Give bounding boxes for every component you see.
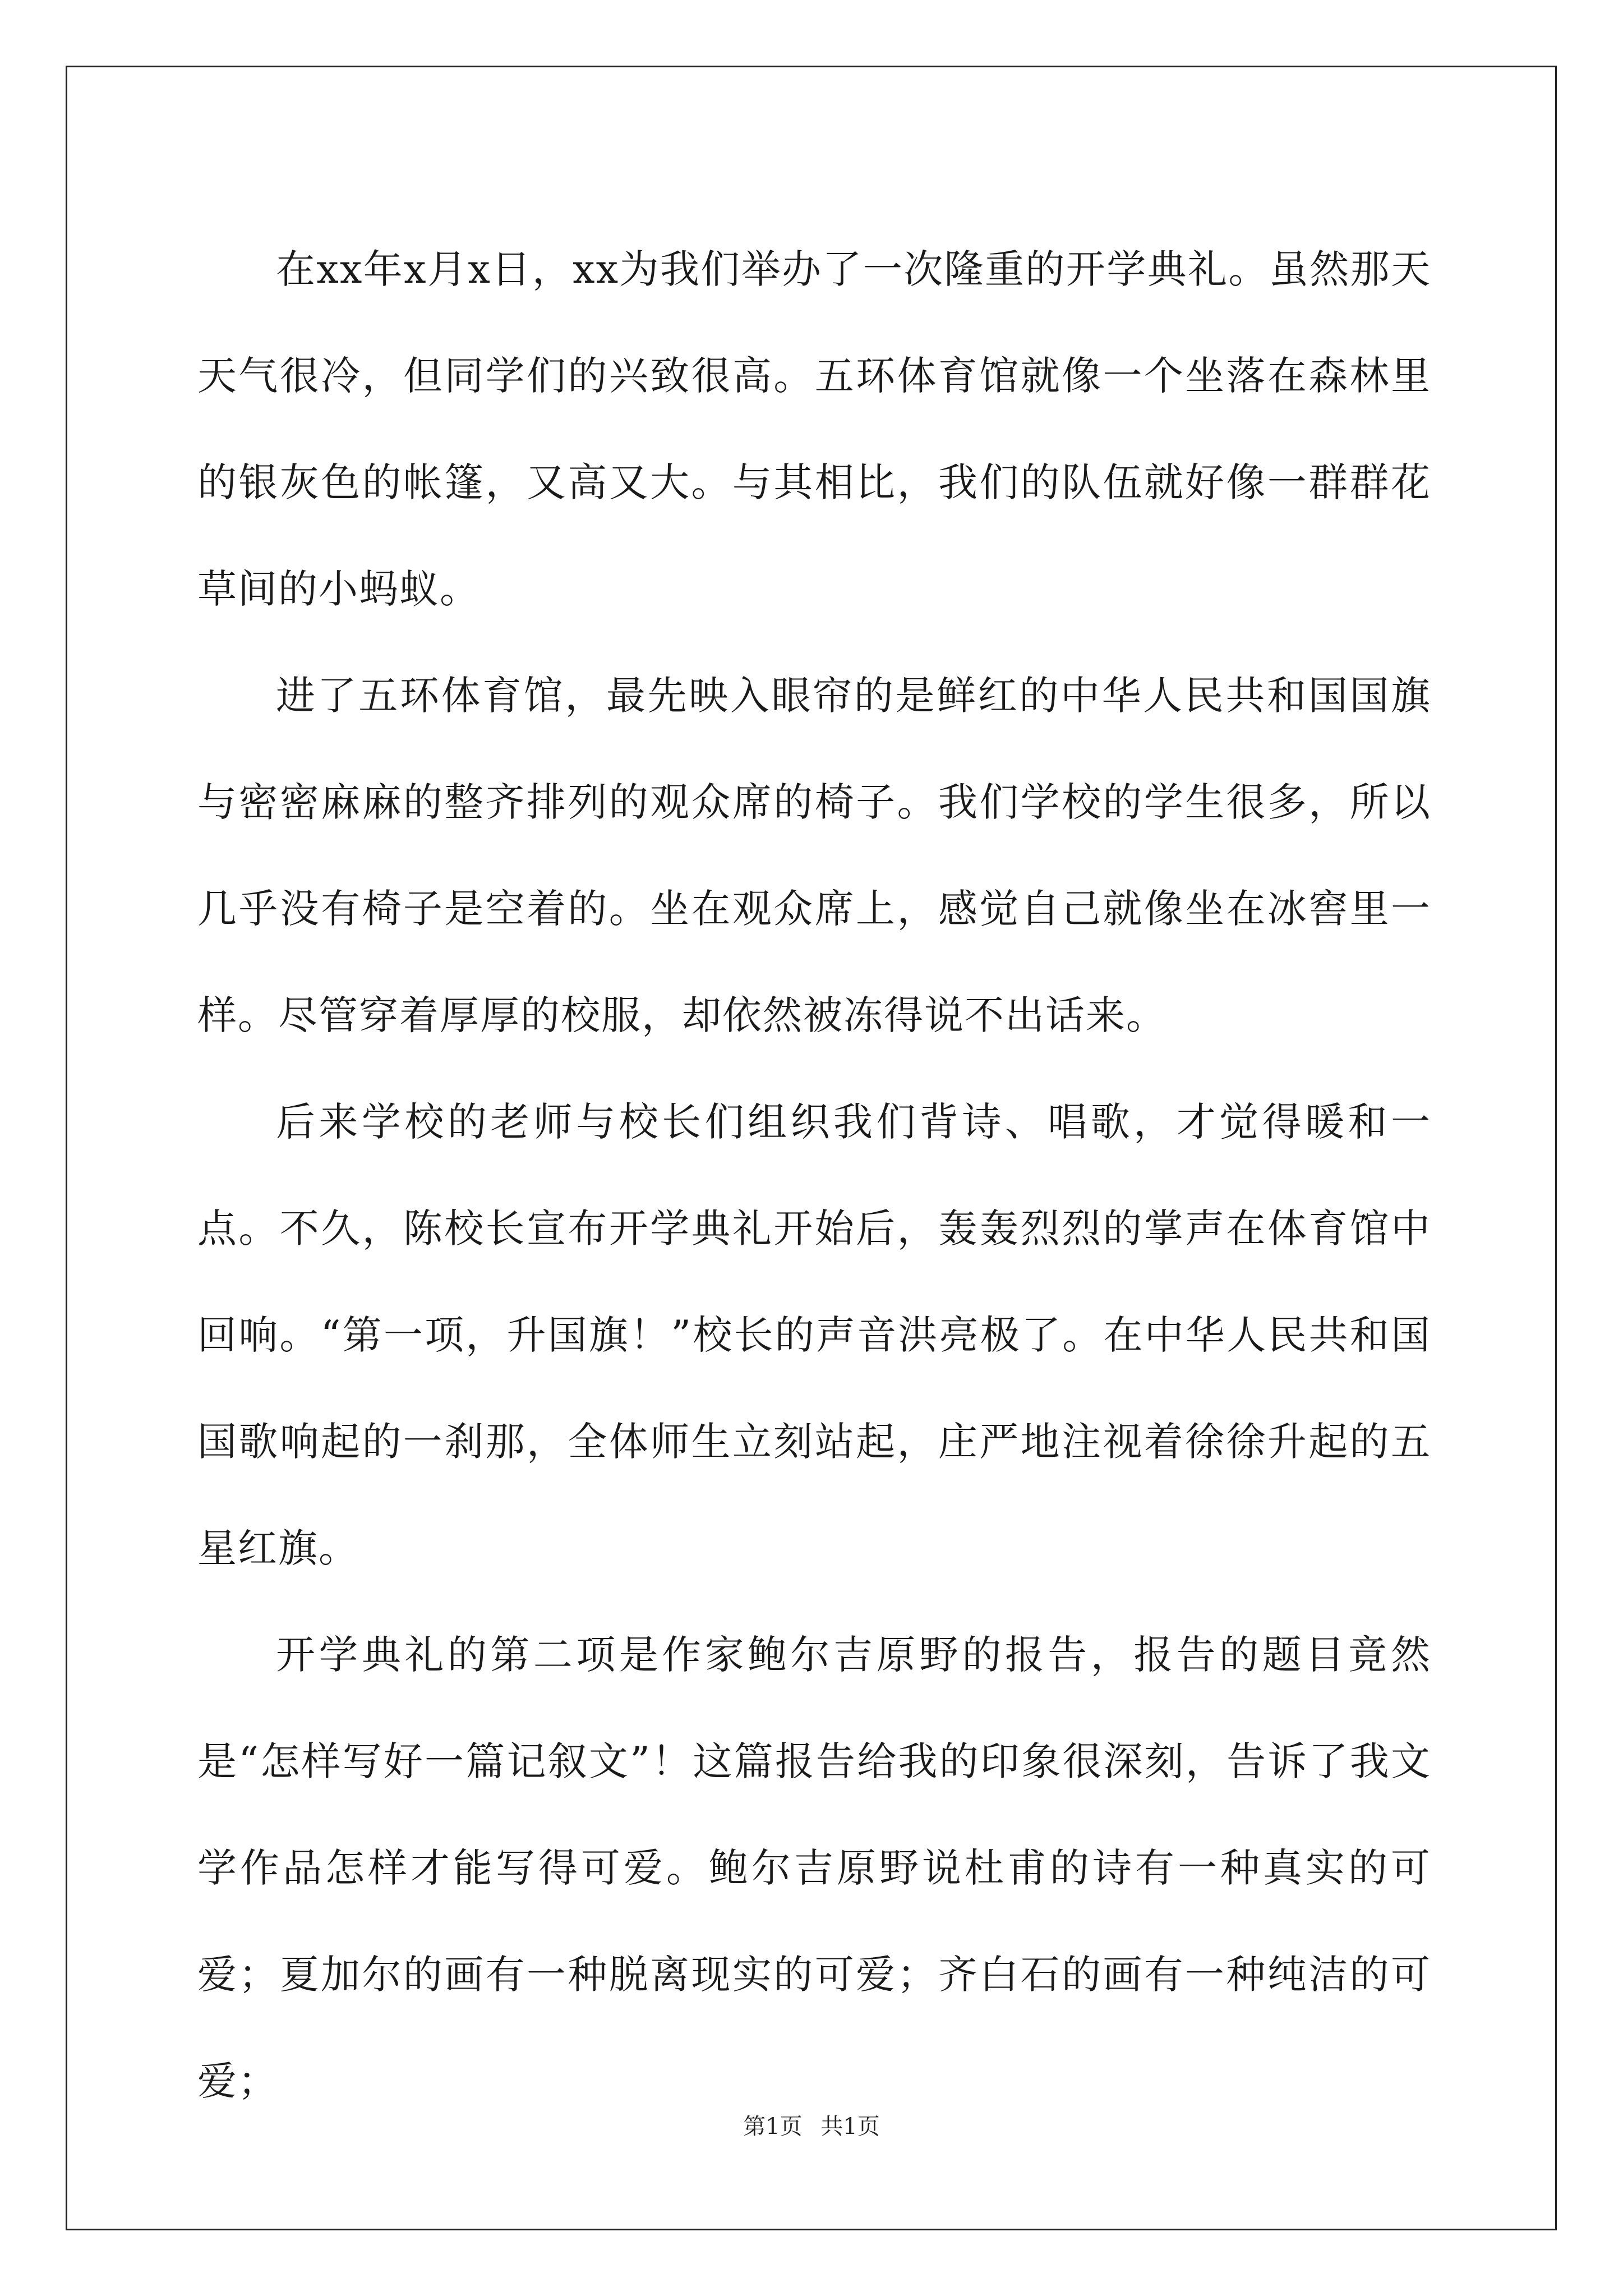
page-footer <box>0 2113 1623 2141</box>
paragraph-4: 开学典礼的第二项是作家鲍尔吉原野的报告，报告的题目竟然是“怎样写好一篇记叙文”！这篇报告给我的印象很深刻，告诉了我文学作品怎样才能写得可爱。鲍尔吉原野说杜甫的诗有一种真实的可爱；夏加尔的画有一种脱离现实的可爱；齐白石的画有一种纯洁的可爱； <box>197 1632 1431 2104</box>
paragraph-1: 在xx年x月x日，xx为我们举办了一次隆重的开学典礼。虽然那天天气很冷，但同学们的兴致很高。五环体育馆就像一个坐落在森林里的银灰色的帐篷，又高又大。与其相比，我们的队伍就好像一群群花草间的小蚂蚁。 <box>197 246 1431 612</box>
paragraph-3: 后来学校的老师与校长们组织我们背诗、唱歌，才觉得暖和一点。不久，陈校长宣布开学典礼开始后，轰轰烈烈的掌声在体育馆中回响。“第一项，升国旗！”校长的声音洪亮极了。在中华人民共和国国歌响起的一刹那，全体师生立刻站起，庄严地注视着徐徐升起的五星红旗。 <box>197 1099 1431 1571</box>
paragraph-2: 进了五环体育馆，最先映入眼帘的是鲜红的中华人民共和国国旗与密密麻麻的整齐排列的观众席的椅子。我们学校的学生很多，所以几乎没有椅子是空着的。坐在观众席上，感觉自己就像坐在冰窖里一样。尽管穿着厚厚的校服，却依然被冻得说不出话来。 <box>197 673 1431 1038</box>
document-body <box>197 216 1431 2134</box>
page-total: 共1页 <box>820 2114 880 2139</box>
page-number: 第1页 <box>743 2114 803 2139</box>
